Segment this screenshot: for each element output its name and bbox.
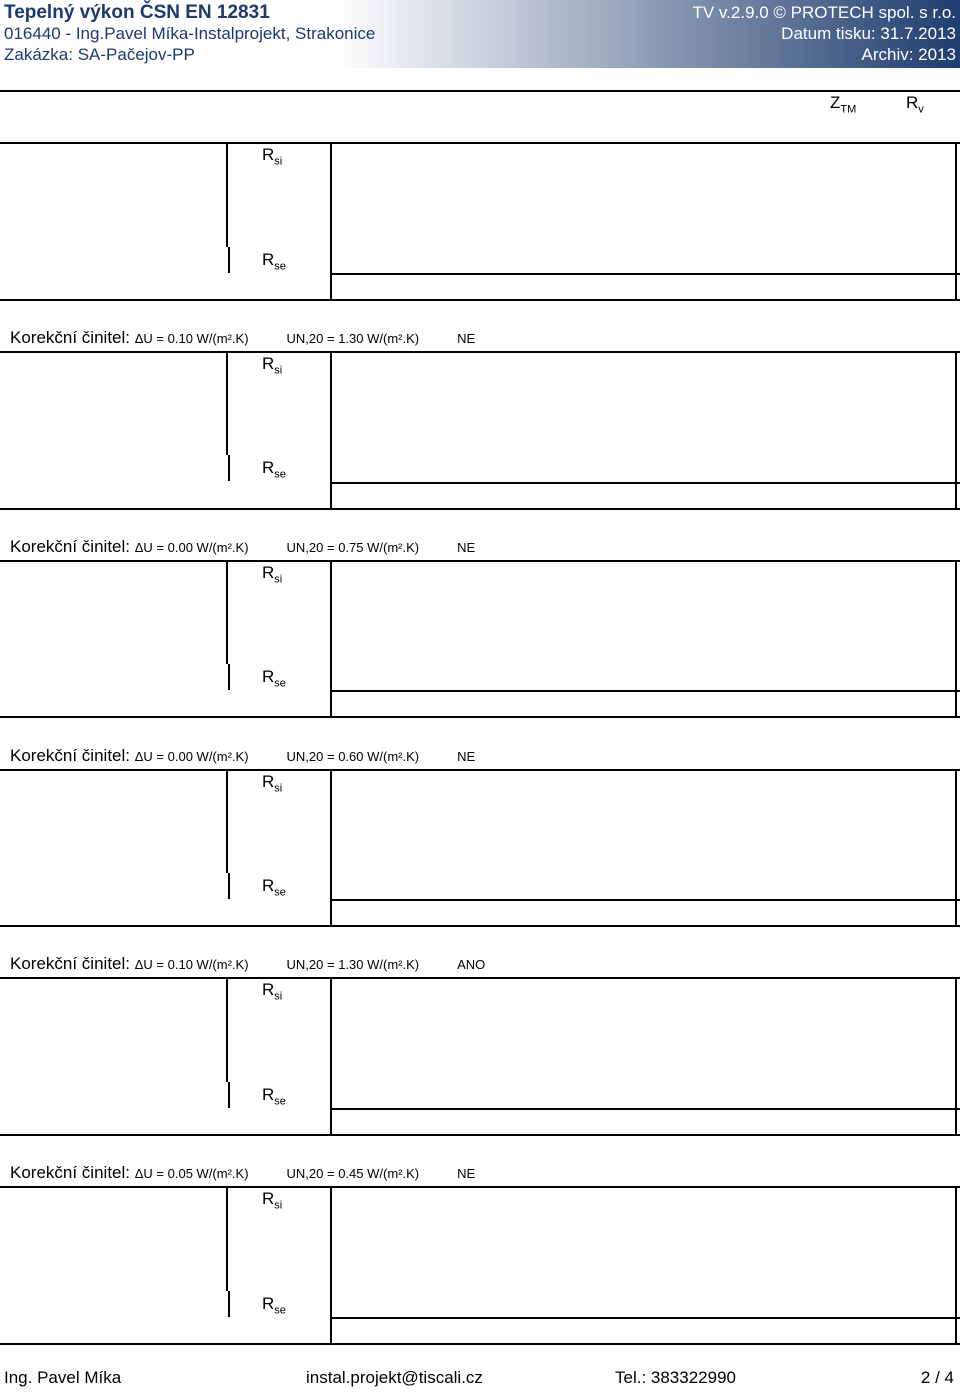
delta-u-label: ΔU = (134, 539, 168, 555)
rsi-label-symbol: R (262, 980, 275, 1000)
rse-label (262, 1085, 312, 1111)
rsi-label (262, 145, 312, 171)
rse-label-symbol: R (262, 667, 275, 687)
compliance-result: NE (457, 748, 476, 764)
un-value: 1.30 (338, 330, 364, 346)
column-divider (330, 977, 332, 1134)
correction-values (135, 957, 486, 972)
correction-label: Korekční činitel: (10, 327, 135, 347)
column-divider (330, 142, 332, 299)
column-divider (226, 769, 228, 873)
header-left (4, 2, 375, 65)
column-divider (955, 769, 957, 926)
delta-u-value: 0.05 (167, 1166, 193, 1182)
rse-label-subscript: se (274, 1095, 286, 1108)
rse-label-symbol: R (262, 458, 275, 478)
column-divider (228, 1291, 230, 1317)
delta-u-label: ΔU = (134, 1166, 168, 1182)
unit-label: W/(m².K) (363, 957, 420, 973)
unit-label: W/(m².K) (363, 748, 420, 764)
rse-label-subscript: se (274, 259, 286, 272)
block-divider (0, 351, 960, 353)
un-label: UN,20 = (286, 330, 339, 346)
rse-label-subscript: se (274, 468, 286, 481)
col-ztm-subscript: TM (840, 103, 857, 116)
rsi-label-subscript: si (274, 1199, 283, 1212)
correction-values (135, 749, 475, 764)
correction-line (10, 328, 910, 349)
sum-divider (330, 273, 960, 275)
column-divider (330, 560, 332, 717)
unit-label: W/(m².K) (192, 539, 249, 555)
version-line: TV v.2.9.0 © PROTECH spol. s r.o. (692, 3, 956, 22)
column-divider (228, 873, 230, 899)
col-rv (906, 93, 946, 119)
correction-label: Korekční činitel: (10, 745, 135, 765)
report-title: Tepelný výkon ČSN EN 12831 (4, 2, 270, 23)
column-divider (330, 769, 332, 926)
block-divider (0, 1343, 960, 1345)
rse-label-subscript: se (274, 677, 286, 690)
compliance-result: NE (457, 539, 476, 555)
unit-label: W/(m².K) (363, 330, 420, 346)
compliance-result: ANO (457, 957, 486, 973)
rse-label (262, 667, 312, 693)
sum-divider (330, 1108, 960, 1110)
block-divider (0, 508, 960, 510)
column-divider (228, 247, 230, 273)
rsi-label (262, 563, 312, 589)
rse-label (262, 250, 312, 276)
un-value: 0.75 (338, 539, 364, 555)
column-divider (226, 1186, 228, 1290)
correction-line (10, 954, 910, 975)
un-label: UN,20 = (286, 1166, 339, 1182)
print-date: Datum tisku: 31.7.2013 (781, 24, 956, 43)
sum-divider (330, 690, 960, 692)
un-label: UN,20 = (286, 748, 339, 764)
rsi-label-symbol: R (262, 354, 275, 373)
rsi-label-subscript: si (274, 781, 283, 794)
correction-line (10, 1163, 910, 1184)
un-value: 1.30 (338, 957, 364, 973)
rsi-label-symbol: R (262, 562, 275, 582)
unit-label: W/(m².K) (192, 1166, 249, 1182)
unit-label: W/(m².K) (192, 330, 249, 346)
header-bottom-border (0, 142, 960, 144)
block-divider (0, 1186, 960, 1188)
correction-label: Korekční činitel: (10, 536, 135, 556)
correction-values (135, 1166, 475, 1181)
unit-label: W/(m².K) (363, 1166, 420, 1182)
rse-label-symbol: R (262, 876, 275, 895)
rsi-label-subscript: si (274, 155, 283, 168)
rsi-label-subscript: si (274, 364, 283, 377)
unit-label: W/(m².K) (192, 748, 249, 764)
compliance-result: NE (457, 1166, 476, 1182)
delta-u-value: 0.10 (167, 330, 193, 346)
footer-email: instal.projekt@tiscali.cz (306, 1368, 483, 1387)
block-divider (0, 560, 960, 562)
rse-label-symbol: R (262, 249, 275, 269)
rsi-label (262, 980, 312, 1006)
rse-label (262, 1294, 312, 1320)
column-divider (955, 1186, 957, 1343)
column-divider (228, 664, 230, 690)
un-label: UN,20 = (286, 539, 339, 555)
sum-divider (330, 482, 960, 484)
col-ztm-symbol: Z (830, 93, 841, 112)
correction-label: Korekční činitel: (10, 954, 135, 974)
column-divider (226, 351, 228, 455)
rsi-label (262, 1189, 312, 1215)
block-divider (0, 716, 960, 718)
un-value: 0.45 (338, 1166, 364, 1182)
rsi-label (262, 772, 312, 798)
delta-u-label: ΔU = (134, 330, 168, 346)
column-divider (228, 455, 230, 481)
correction-label: Korekční činitel: (10, 1163, 135, 1183)
column-divider (330, 1186, 332, 1343)
column-divider (330, 351, 332, 508)
column-divider (226, 560, 228, 664)
footer-phone: Tel.: 383322990 (615, 1368, 736, 1387)
archive-line: Archiv: 2013 (861, 45, 956, 64)
delta-u-label: ΔU = (134, 748, 168, 764)
rse-label-subscript: se (274, 1303, 286, 1316)
column-divider (955, 977, 957, 1134)
rsi-label-symbol: R (262, 1189, 275, 1209)
column-divider (955, 351, 957, 508)
block-divider (0, 299, 960, 301)
sum-divider (330, 899, 960, 901)
table-top-border (0, 90, 960, 92)
correction-line (10, 746, 910, 767)
correction-values (135, 540, 475, 555)
delta-u-value: 0.10 (167, 957, 193, 973)
page-header (0, 0, 960, 68)
header-right (692, 2, 956, 65)
job-line: Zakázka: SA-Pačejov-PP (4, 45, 195, 64)
col-rv-subscript: v (918, 103, 924, 116)
delta-u-value: 0.00 (167, 748, 193, 764)
column-divider (955, 560, 957, 717)
column-divider (955, 142, 957, 299)
compliance-result: NE (457, 330, 476, 346)
block-divider (0, 1134, 960, 1136)
column-divider (228, 1082, 230, 1108)
correction-line (10, 537, 910, 558)
rsi-label-symbol: R (262, 771, 275, 791)
rse-label-symbol: R (262, 1293, 275, 1313)
column-divider (226, 142, 228, 246)
footer-author: Ing. Pavel Míka (4, 1368, 122, 1387)
rsi-label (262, 354, 312, 380)
rsi-label-subscript: si (274, 573, 283, 586)
block-divider (0, 977, 960, 979)
rsi-label-symbol: R (262, 145, 275, 165)
rse-label-symbol: R (262, 1084, 275, 1104)
unit-label: W/(m².K) (363, 539, 420, 555)
col-ztm (830, 93, 870, 119)
correction-values (135, 331, 475, 346)
rse-label-subscript: se (274, 886, 286, 899)
col-rv-symbol: R (906, 93, 919, 112)
delta-u-label: ΔU = (134, 957, 168, 973)
sum-divider (330, 1317, 960, 1319)
customer-line: 016440 - Ing.Pavel Míka-Instalprojekt, Strakonice (4, 24, 376, 43)
unit-label: W/(m².K) (192, 957, 249, 973)
delta-u-value: 0.00 (167, 539, 193, 555)
rse-label (262, 458, 312, 484)
block-divider (0, 925, 960, 927)
column-divider (226, 977, 228, 1081)
rsi-label-subscript: si (274, 990, 283, 1003)
footer-page: 2 / 4 (920, 1368, 954, 1387)
rse-label (262, 876, 312, 902)
block-divider (0, 769, 960, 771)
un-value: 0.60 (338, 748, 364, 764)
un-label: UN,20 = (286, 957, 339, 973)
